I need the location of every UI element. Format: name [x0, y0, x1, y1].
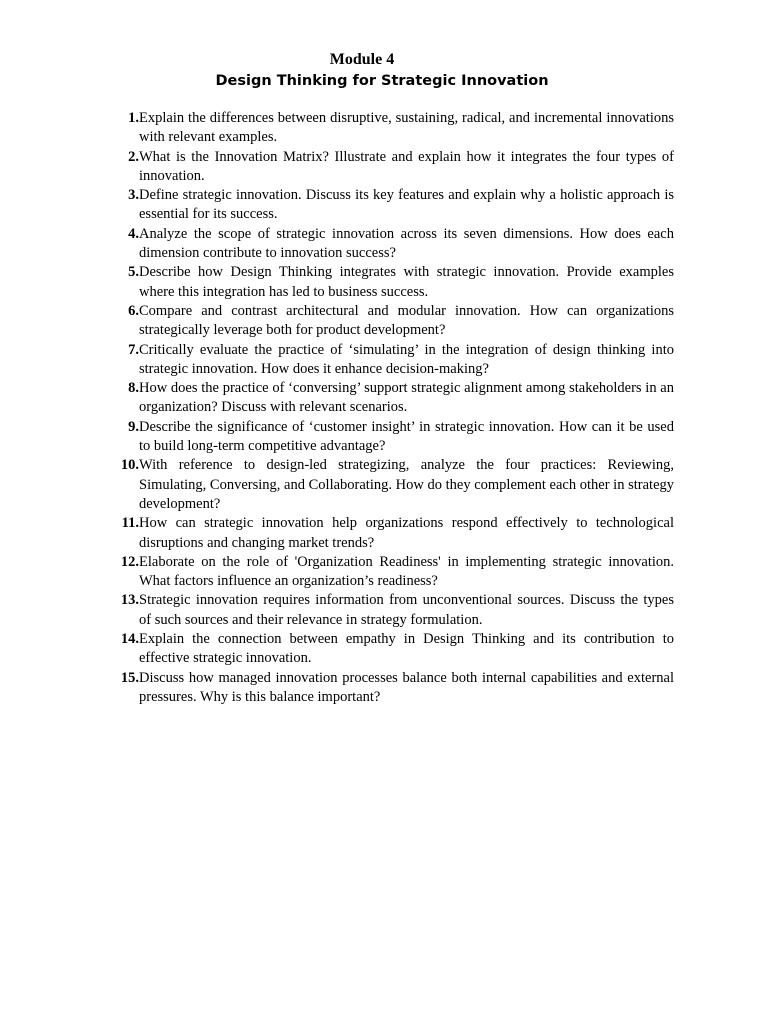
question-number: 5.	[128, 264, 139, 281]
question-item	[111, 456, 674, 514]
question-item	[111, 514, 674, 553]
question-item	[111, 186, 674, 225]
question-number: 13.	[120, 592, 139, 609]
question-item	[111, 669, 674, 708]
question-item	[111, 225, 674, 264]
question-number: 7.	[128, 341, 139, 358]
question-text: What is the Innovation Matrix? Illustrate and explain how it integrates the four types of innovation.	[139, 148, 674, 184]
question-text: Compare and contrast architectural and modular innovation. How can organizations strategically leverage both for product development?	[139, 302, 674, 339]
question-number: 14.	[120, 631, 139, 648]
question-text: Describe the significance of ‘customer insight’ in strategic innovation. How can it be used to build long-term competitive advantage?	[139, 418, 674, 455]
question-number: 12.	[120, 553, 139, 570]
question-item	[111, 341, 674, 380]
question-text: Discuss how managed innovation processes balance both internal capabilities and external pressures. Why is this balance important?	[139, 669, 674, 705]
question-number: 4.	[128, 225, 139, 242]
question-text: Define strategic innovation. Discuss its key features and explain why a holistic approach is essential for its success.	[139, 187, 674, 223]
question-item	[111, 591, 674, 630]
question-text: Explain the differences between disruptive, sustaining, radical, and incremental innovations with relevant examples.	[139, 110, 674, 146]
question-list	[111, 109, 674, 707]
question-item	[111, 263, 674, 302]
question-item	[111, 553, 674, 592]
question-text: Critically evaluate the practice of ‘simulating’ in the integration of design thinking into strategic innovation. How does it enhance decision-making?	[139, 341, 674, 377]
question-number: 9.	[128, 418, 139, 435]
question-number: 3.	[128, 187, 139, 204]
question-number: 8.	[128, 380, 139, 397]
module-heading: Module 4	[329, 51, 395, 68]
question-item	[111, 418, 674, 457]
document-title: Design Thinking for Strategic Innovation	[215, 73, 549, 89]
question-number: 2.	[128, 148, 139, 165]
question-item	[111, 630, 674, 669]
question-item	[111, 148, 674, 187]
question-number: 10.	[120, 457, 139, 474]
question-text: Strategic innovation requires information from unconventional sources. Discuss the types of such sources and their relevance in strategy formulation.	[139, 592, 674, 628]
question-text: Explain the connection between empathy in Design Thinking and its contribution to effective strategic innovation.	[139, 631, 674, 667]
question-text: How does the practice of ‘conversing’ support strategic alignment among stakeholders in an organization? Discuss with relevant scenarios.	[139, 380, 674, 416]
question-text: With reference to design-led strategizing, analyze the four practices: Reviewing, Simulating, Conversing, and Collaborating. How do they complement each other in strategy development?	[139, 457, 674, 512]
question-number: 1.	[128, 110, 139, 126]
question-number: 6.	[128, 302, 139, 319]
question-item	[111, 379, 674, 418]
question-number: 11.	[121, 515, 139, 532]
question-text: Describe how Design Thinking integrates with strategic innovation. Provide examples where this integration has led to business success.	[139, 264, 674, 300]
question-item	[111, 302, 674, 341]
question-text: Analyze the scope of strategic innovation across its seven dimensions. How does each dimension contribute to innovation success?	[139, 225, 674, 262]
question-item	[111, 109, 674, 148]
question-number: 15.	[120, 669, 139, 686]
question-text: How can strategic innovation help organizations respond effectively to technological disruptions and changing market trends?	[139, 515, 674, 551]
question-text: Elaborate on the role of 'Organization Readiness' in implementing strategic innovation. What factors influence an organization’s readiness?	[139, 553, 674, 590]
